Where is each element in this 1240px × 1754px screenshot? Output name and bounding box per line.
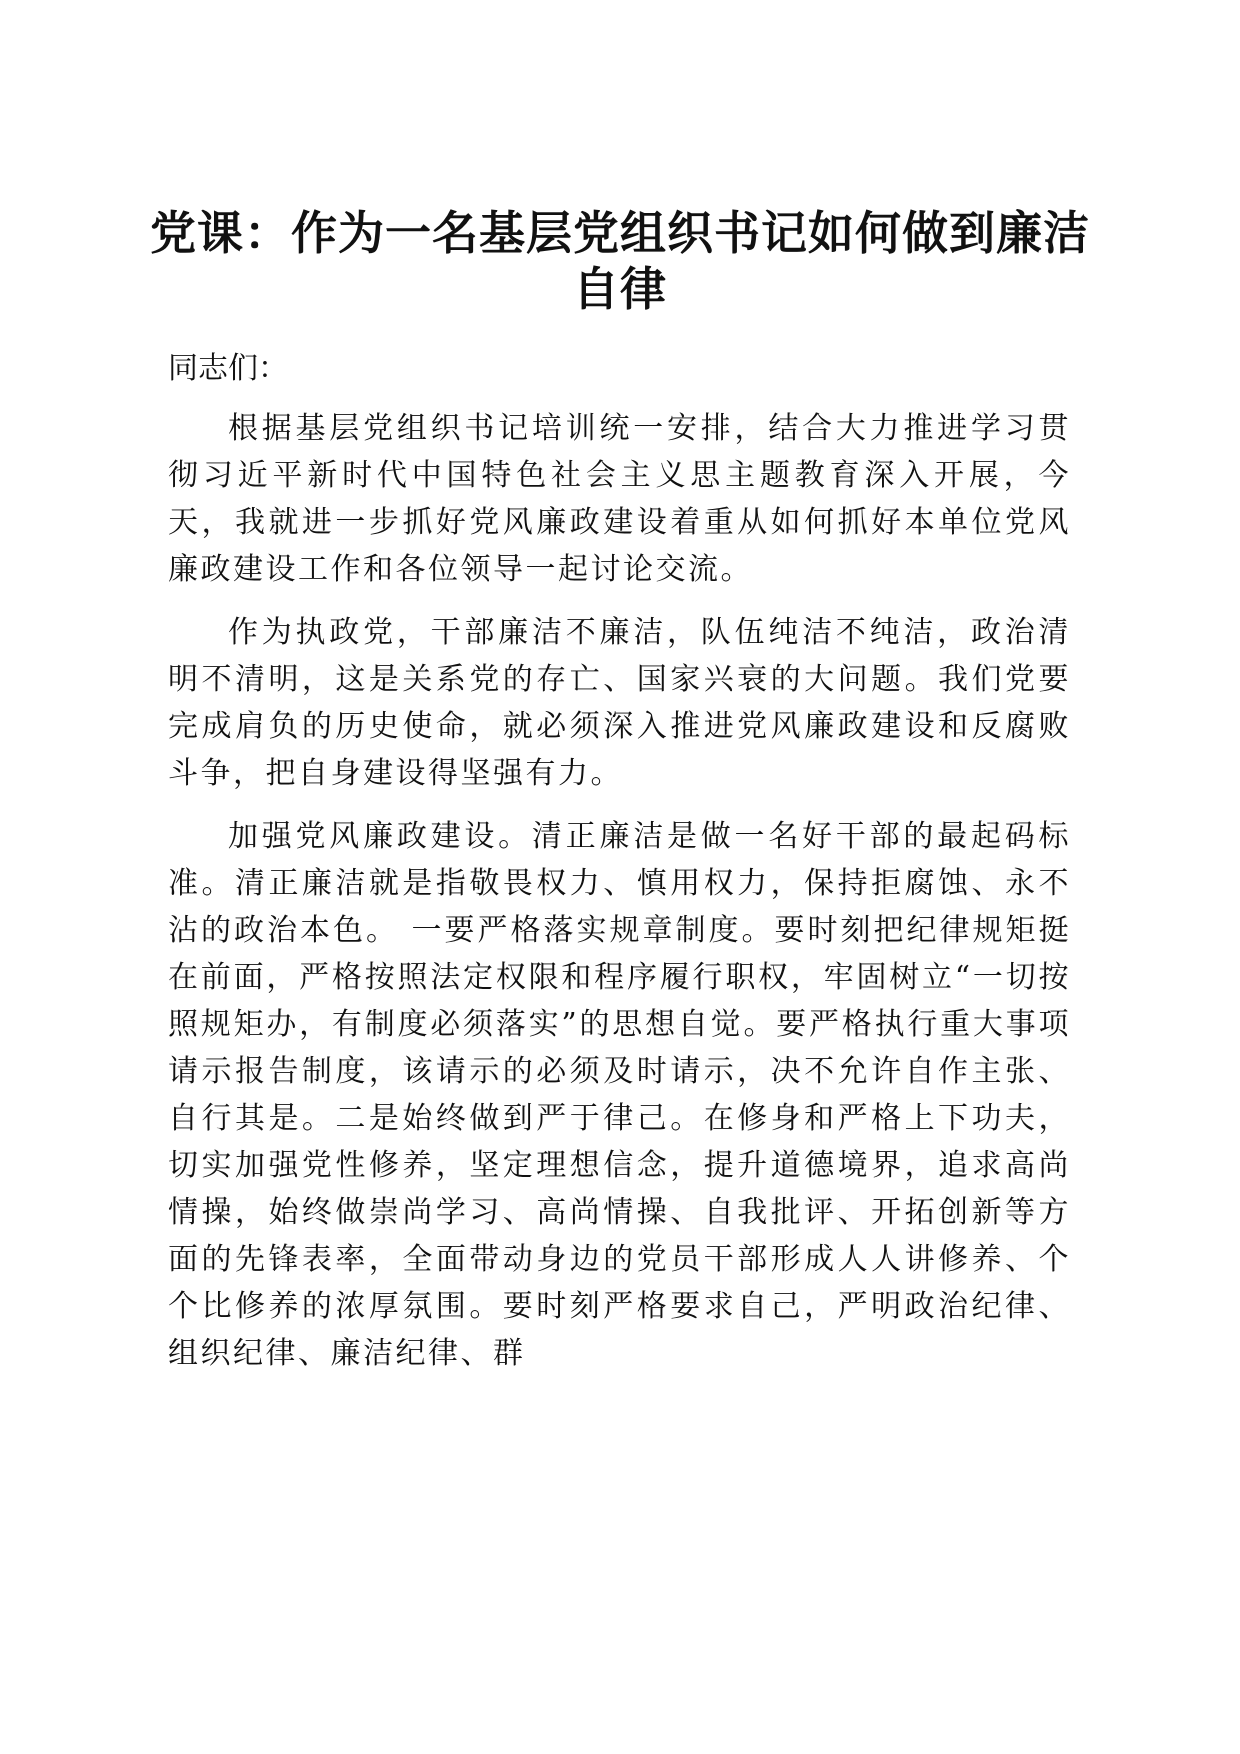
document-body bbox=[168, 405, 1071, 1393]
paragraph-ruling-party: 作为执政党，干部廉洁不廉洁，队伍纯洁不纯洁，政治清明不清明，这是关系党的存亡、国家兴衰的大问题。我们党要完成肩负的历史使命，就必须深入推进党风廉政建设和反腐败斗争，把自身建设得坚强有力。 bbox=[168, 615, 1071, 791]
document-title: 党课：作为一名基层党组织书记如何做到廉洁自律 bbox=[150, 206, 1090, 316]
salutation: 同志们： bbox=[168, 351, 288, 386]
paragraph-intro: 根据基层党组织书记培训统一安排，结合大力推进学习贯彻习近平新时代中国特色社会主义思主题教育深入开展，今天，我就进一步抓好党风廉政建设着重从如何抓好本单位党风廉政建设工作和各位领导一起讨论交流。 bbox=[168, 411, 1071, 587]
paragraph-integrity: 加强党风廉政建设。清正廉洁是做一名好干部的最起码标准。清正廉洁就是指敬畏权力、慎用权力，保持拒腐蚀、永不沾的政治本色。 一要严格落实规章制度。要时刻把纪律规矩挺在前面，严格按照法定权限和程序履行职权，牢固树立“一切按照规矩办，有制度必须落实”的思想自觉。要严格执行重大事项请示报告制度，该请示的必须及时请示，决不允许自作主张、自行其是。二是始终做到严于律己。在修身和严格上下功夫，切实加强党性修养，坚定理想信念，提升道德境界，追求高尚情操，始终做崇尚学习、高尚情操、自我批评、开拓创新等方面的先锋表率，全面带动身边的党员干部形成人人讲修养、个个比修养的浓厚氛围。要时刻严格要求自己，严明政治纪律、组织纪律、廉洁纪律、群 bbox=[168, 819, 1071, 1371]
